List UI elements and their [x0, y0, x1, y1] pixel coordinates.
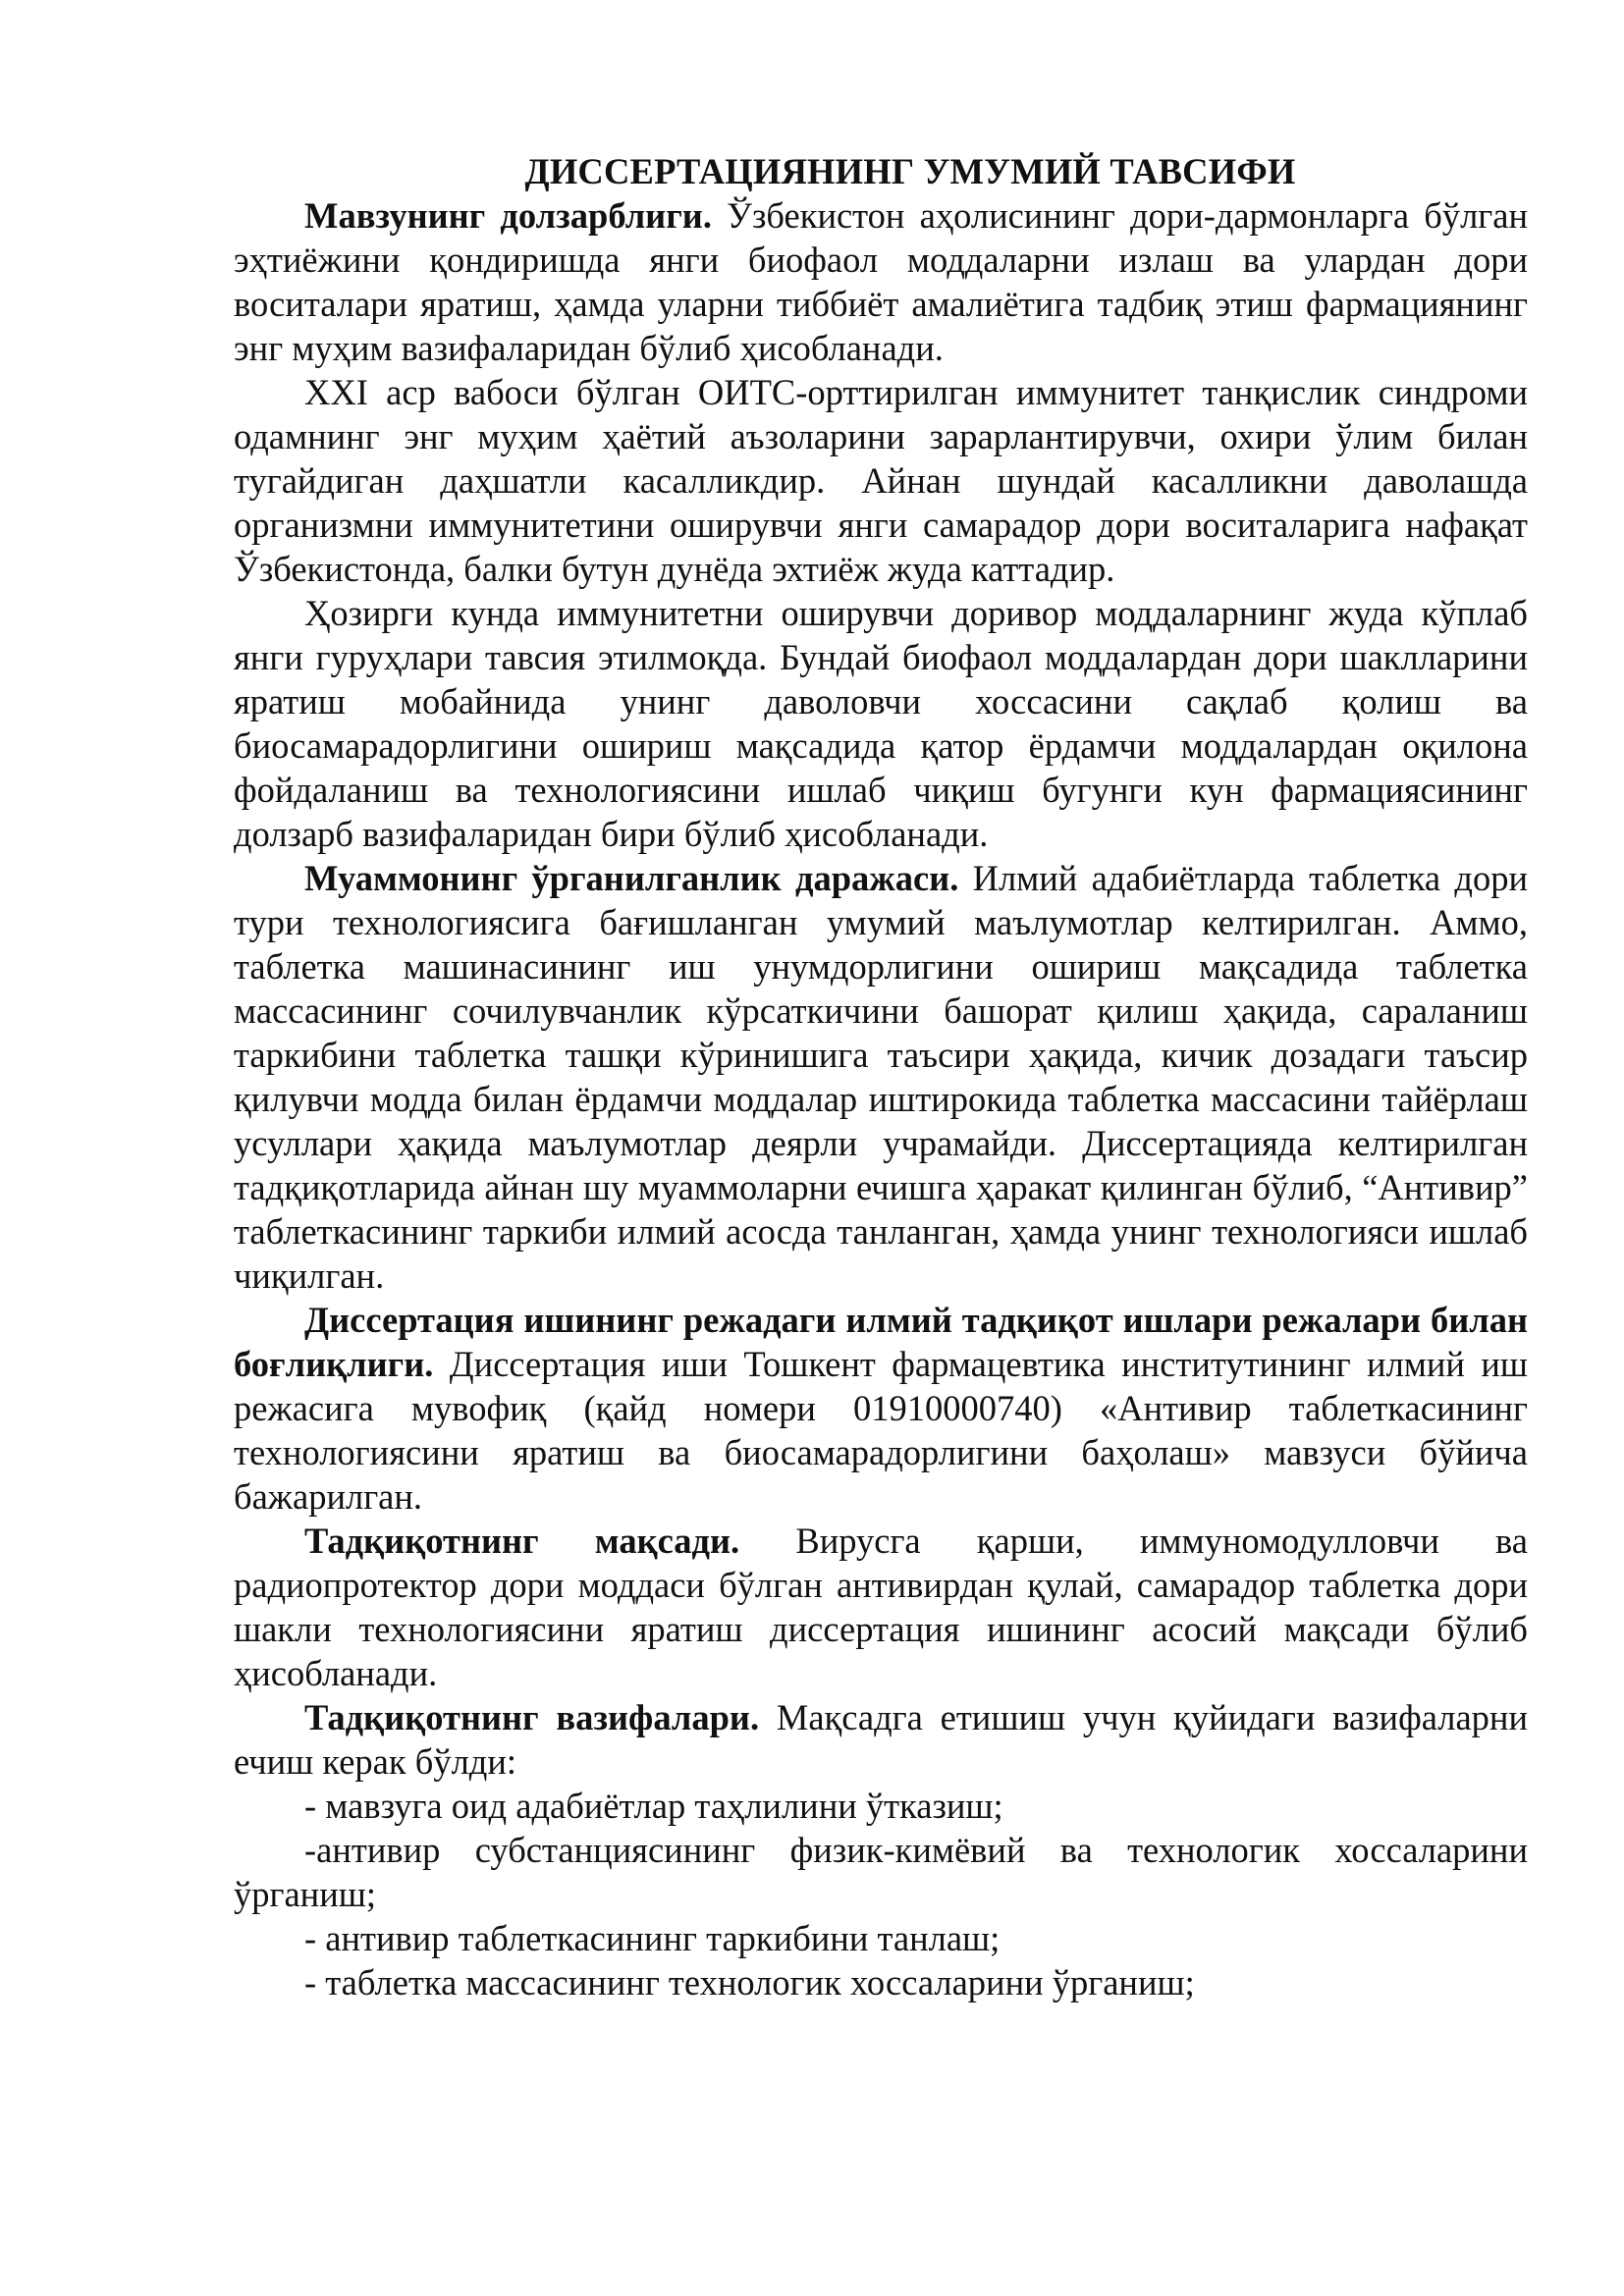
paragraph-text: Мақсадга етишиш учун қуйидаги вазифаларни ечиш керак бўлди:	[234, 1697, 1528, 1782]
document-page	[234, 149, 1528, 2004]
paragraph-heading: Мавзунинг долзарблиги.	[304, 195, 712, 236]
paragraph-text: Ўзбекистон аҳолисининг дори-дармонларга бўлган эҳтиёжини қондиришда янги биофаол моддаларни излаш ва улардан дори воситалари яратиш, ҳамда уларни тиббиёт амалиётига тадбиқ этиш фармациянинг энг муҳим вазифаларидан бўлиб ҳисобланади.	[234, 195, 1528, 368]
paragraph-research-tasks	[234, 1695, 1528, 1784]
paragraph-immunity	[234, 591, 1528, 856]
page-title: ДИССЕРТАЦИЯНИНГ УМУМИЙ ТАВСИФИ	[524, 151, 1296, 191]
task-item: -антивир субстанциясининг физик-кимёвий ва технологик хоссаларини ўрганиш;	[234, 1830, 1528, 1914]
paragraph-heading: Муаммонинг ўрганилганлик даражаси.	[304, 858, 959, 898]
task-item: - мавзуга оид адабиётлар таҳлилини ўтказиш;	[304, 1786, 1003, 1826]
paragraph-research-plan	[234, 1298, 1528, 1519]
paragraph-text: Диссертация иши Тошкент фармацевтика институтининг илмий иш режасига мувофиқ (қайд номери 01910000740) «Антивир таблеткасининг технологиясини яратиш ва биосамарадорлигини баҳолаш» мавзуси бўйича бажарилган.	[234, 1344, 1528, 1517]
paragraph-text: Ҳозирги кунда иммунитетни оширувчи доривор моддаларнинг жуда кўплаб янги гуруҳлари тавсия этилмоқда. Бундай биофаол моддалардан дори шаклларини яратиш мобайнида унинг даволовчи хоссасини сақлаб қолиш ва биосамарадорлигини ошириш мақсадида қатор ёрдамчи моддалардан оқилона фойдаланиш ва технологиясини ишлаб чиқиш бугунги кун фармациясининг долзарб вазифаларидан бири бўлиб ҳисобланади.	[234, 593, 1528, 854]
task-item: - таблетка массасининг технологик хоссаларини ўрганиш;	[304, 1962, 1195, 2002]
paragraph-text: Вирусга қарши, иммуномодулловчи ва радиопротектор дори моддаси бўлган антивирдан қулай, самарадор таблетка дори шакли технологиясини яратиш диссертация ишининг асосий мақсади бўлиб ҳисобланади.	[234, 1521, 1528, 1693]
paragraph-relevance	[234, 193, 1528, 370]
paragraph-text: Илмий адабиётларда таблетка дори тури технологиясига бағишланган умумий маълумотлар келтирилган. Аммо, таблетка машинасининг иш унумдорлигини ошириш мақсадида таблетка массасининг сочилувчанлик кўрсаткичини башорат қилиш ҳақида, сараланиш таркибини таблетка ташқи кўринишига таъсири ҳақида, кичик дозадаги таъсир қилувчи модда билан ёрдамчи моддалар иштирокида таблетка массасини тайёрлаш усуллари ҳақида маълумотлар деярли учрамайди. Диссертацияда келтирилган тадқиқотларида айнан шу муаммоларни ечишга ҳаракат қилинган бўлиб, “Антивир” таблеткасининг таркиби илмий асосда танланган, ҳамда унинг технологияси ишлаб чиқилган.	[234, 858, 1529, 1296]
paragraph-heading: Тадқиқотнинг мақсади.	[304, 1521, 740, 1561]
paragraph-heading: Тадқиқотнинг вазифалари.	[304, 1697, 760, 1737]
task-item: - антивир таблеткасининг таркибини танлаш;	[304, 1918, 1001, 1958]
paragraph-heading: Диссертация ишининг режадаги илмий тадқиқот ишлари режалари билан боғлиқлиги.	[234, 1300, 1528, 1384]
paragraph-aids	[234, 370, 1528, 591]
paragraph-problem-study	[234, 856, 1528, 1298]
paragraph-text: XXI аср вабоси бўлган ОИТС-орттирилган иммунитет танқислик синдроми одамнинг энг муҳим ҳаётий аъзоларини зарарлантирувчи, охири ўлим билан тугайдиган даҳшатли касалликдир. Айнан шундай касалликни даволашда организмни иммунитетини оширувчи янги самарадор дори воситаларига нафақат Ўзбекистонда, балки бутун дунёда эхтиёж жуда каттадир.	[234, 372, 1528, 589]
paragraph-research-goal	[234, 1519, 1528, 1695]
